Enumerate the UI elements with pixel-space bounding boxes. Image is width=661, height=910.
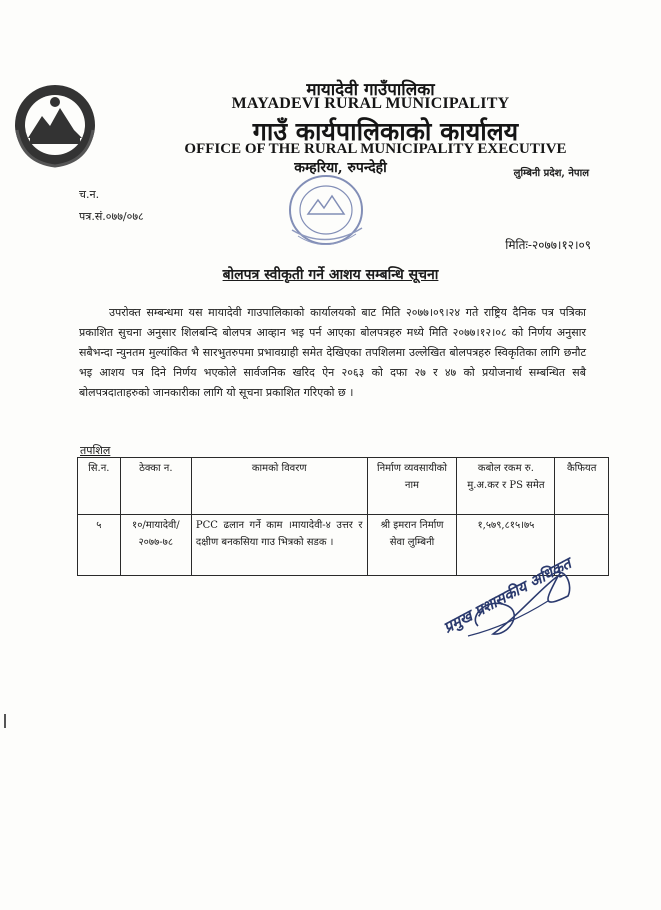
- letter-number: पत्र.सं.०७७/०७८: [79, 210, 144, 223]
- header-contractor: निर्माण व्यवसायीको नाम: [367, 458, 457, 515]
- row-contractor: श्री इमरान निर्माण सेवा लुम्बिनी: [367, 515, 457, 576]
- municipality-name-en: MAYADEVI RURAL MUNICIPALITY: [231, 95, 510, 112]
- row-amount: १,५७९,८१५।७५: [457, 515, 555, 576]
- schedule-label: तपशिल: [80, 444, 111, 457]
- row-description: PCC ढलान गर्ने काम ।मायादेवी-४ उत्तर र दक्षीण बनकसिया गाउ भित्रको सडक ।: [191, 515, 367, 576]
- office-location: कम्हरिया, रुपन्देही: [294, 160, 387, 176]
- notice-body-paragraph: उपरोक्त सम्बन्धमा यस मायादेवी गाउपालिकाको कार्यालयको बाट मिति २०७७।०९।२४ गते राष्ट्रिय दैनिक पत्र पत्रिका प्रकाशित सुचना अनुसार शिलबन्दि बोलपत्र आव्हान भइ पर्न आएका बोलपत्रहरु मध्ये मिति २०७७।१२।०८ को निर्णय अनुसार सबैभन्दा न्युनतम मुल्यांकित भै सारभुतरुपमा प्रभावग्राही समेत देखिएका तपशिलमा उल्लेखित बोलपत्रहरु स्विकृतिका लागि छनौट भइ आशय पत्र दिने निर्णय भएकोले सार्वजनिक खरिद ऐन २०६३ को दफा २७ र ४७ को प्रयोजनार्थ सम्बन्धित सबै बोलपत्रदाताहरुको जानकारीका लागि यो सूचना प्रकाशित गरिएको छ ।: [79, 306, 586, 399]
- office-name-en: OFFICE OF THE RURAL MUNICIPALITY EXECUTIVE: [184, 141, 567, 157]
- notice-subject: बोलपत्र स्वीकृती गर्ने आशय सम्बन्धि सूचना: [222, 267, 439, 283]
- notice-date: मितिः-२०७७।१२।०९: [505, 238, 591, 252]
- header-contract-no: ठेक्का न.: [120, 458, 191, 515]
- header-description: कामको विवरण: [191, 458, 367, 515]
- cha-na-label: च.न.: [79, 188, 100, 201]
- office-name-np: गाउँ कार्यपालिकाको कार्यालय: [252, 117, 519, 146]
- header-remarks: कैफियत: [555, 458, 609, 515]
- header-sn: सि.न.: [78, 458, 121, 515]
- header-amount: कबोल रकम रु. मु.अ.कर र PS समेत: [457, 458, 555, 515]
- notice-body: [79, 303, 586, 403]
- row-contract-no: १०/मायादेवी/२०७७-७८: [120, 515, 191, 576]
- row-sn: ५: [78, 515, 121, 576]
- office-seal-icon: [272, 170, 380, 248]
- province-label: लुम्बिनी प्रदेश, नेपाल: [513, 168, 589, 179]
- schedule-header-row: [78, 458, 609, 515]
- margin-mark: [4, 714, 6, 728]
- municipality-name-np: मायादेवी गाउँपालिका: [306, 80, 435, 100]
- signatory-title: प्रमुख प्रशासकीय अधिकृत: [440, 554, 575, 637]
